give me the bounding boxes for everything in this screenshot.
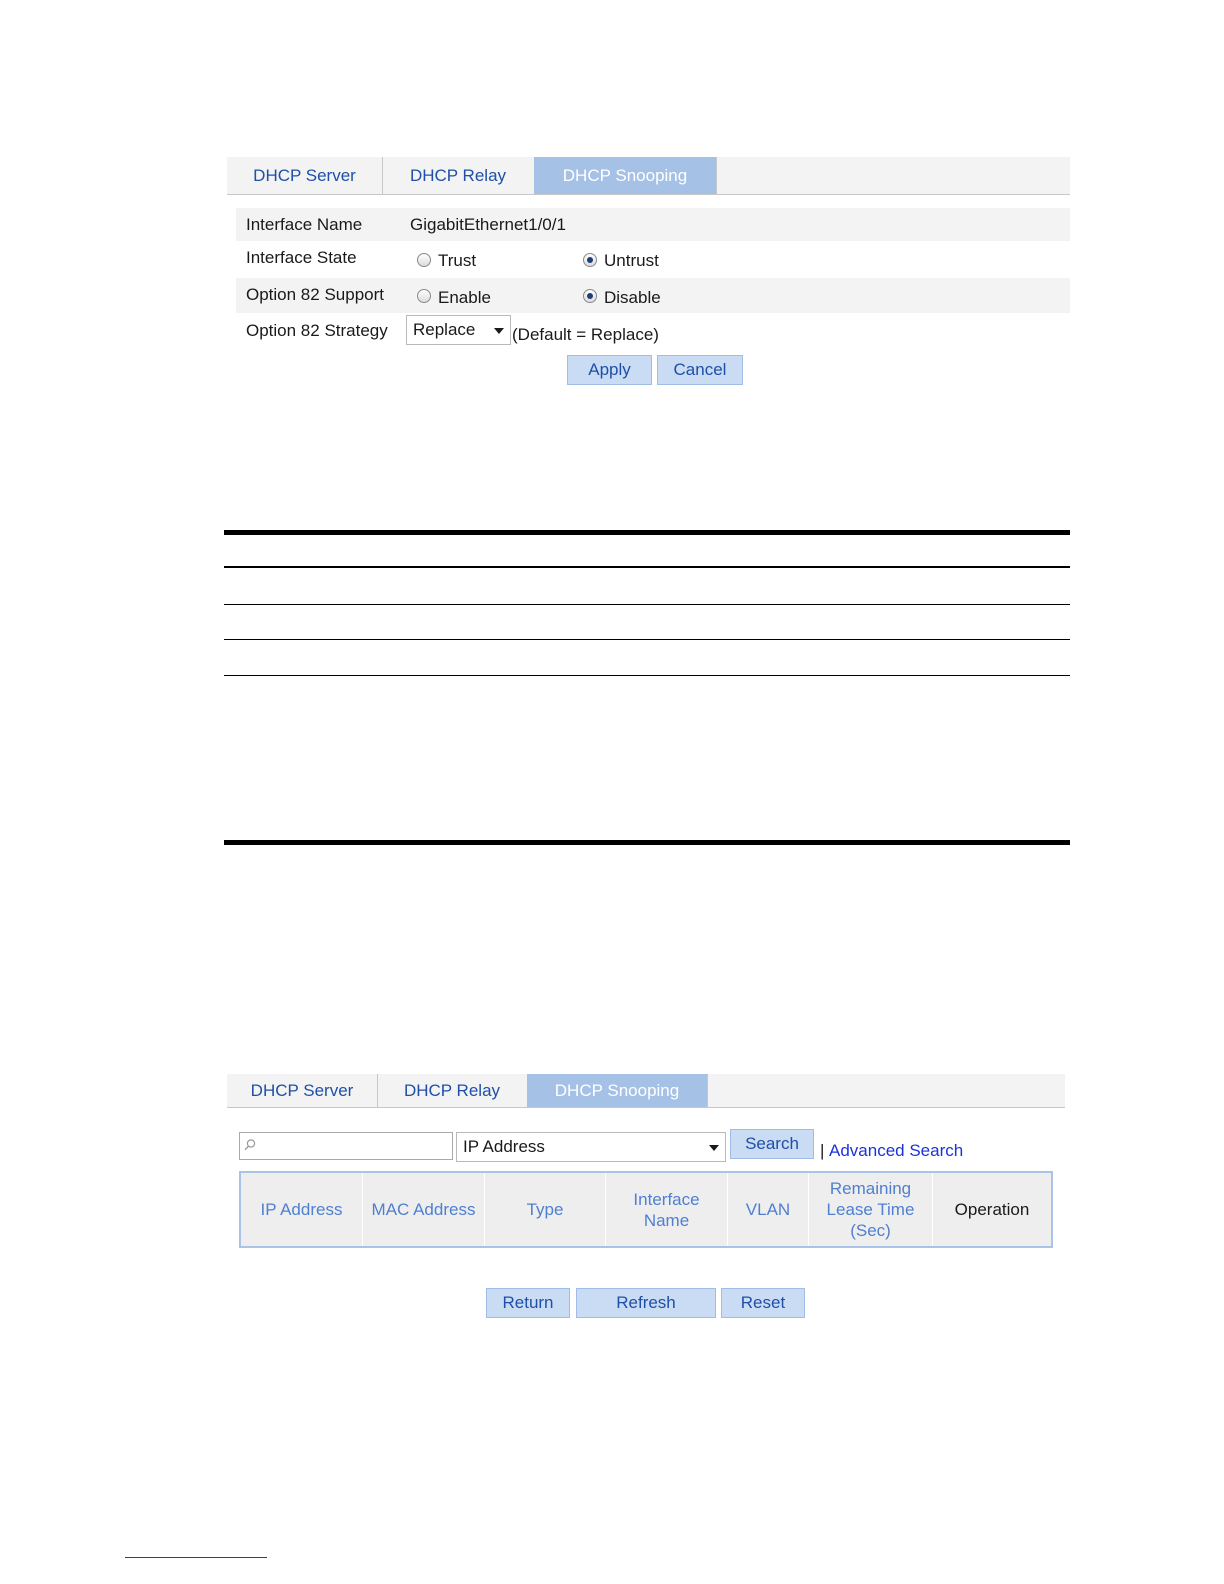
trust-radio[interactable]	[417, 253, 431, 267]
return-button[interactable]: Return	[486, 1288, 570, 1318]
option82-strategy-select[interactable]	[406, 315, 511, 345]
footnote-separator	[125, 1557, 267, 1558]
option82-strategy-label: Option 82 Strategy	[246, 321, 388, 340]
chevron-down-icon	[494, 328, 504, 334]
search-input[interactable]	[239, 1132, 453, 1160]
tab-dhcp-relay[interactable]: DHCP Relay	[377, 1074, 528, 1107]
advanced-search-link[interactable]: Advanced Search	[829, 1141, 964, 1160]
column-remaining-lease-time[interactable]: Remaining Lease Time (Sec)	[809, 1173, 933, 1246]
disable-radio[interactable]	[583, 289, 597, 303]
trust-label: Trust	[438, 251, 477, 270]
doc-table-row-rule	[224, 639, 1070, 640]
enable-label: Enable	[438, 288, 491, 307]
interface-state-row	[236, 242, 1070, 275]
doc-table-bottom-rule	[224, 840, 1070, 845]
search-separator: |	[820, 1141, 825, 1160]
option82-support-row	[236, 278, 1070, 313]
untrust-radio[interactable]	[583, 253, 597, 267]
option82-strategy-default: (Default = Replace)	[512, 325, 659, 344]
disable-label: Disable	[604, 288, 661, 307]
tab-dhcp-snooping[interactable]: DHCP Snooping	[527, 1074, 708, 1107]
chevron-down-icon	[709, 1145, 719, 1151]
cancel-button[interactable]: Cancel	[657, 355, 743, 385]
interface-name-row	[236, 208, 1070, 241]
doc-table-header-rule	[224, 566, 1070, 568]
search-icon	[243, 1138, 257, 1152]
doc-table-row-rule	[224, 604, 1070, 605]
snooping-table	[239, 1171, 1053, 1248]
refresh-button[interactable]: Refresh	[576, 1288, 716, 1318]
reset-button[interactable]: Reset	[721, 1288, 805, 1318]
column-mac-address[interactable]: MAC Address	[363, 1173, 485, 1246]
tab-dhcp-server[interactable]: DHCP Server	[227, 157, 383, 194]
search-field-select[interactable]	[456, 1132, 726, 1162]
bottom-tab-bar	[227, 1074, 1065, 1108]
interface-name-value: GigabitEthernet1/0/1	[410, 215, 566, 234]
column-ip-address[interactable]: IP Address	[241, 1173, 363, 1246]
tab-dhcp-relay[interactable]: DHCP Relay	[382, 157, 535, 194]
doc-table-row-rule	[224, 675, 1070, 676]
doc-table-top-rule	[224, 530, 1070, 535]
column-interface-name[interactable]: Interface Name	[606, 1173, 728, 1246]
tab-dhcp-server[interactable]: DHCP Server	[227, 1074, 378, 1107]
enable-radio[interactable]	[417, 289, 431, 303]
apply-button[interactable]: Apply	[567, 355, 652, 385]
column-type[interactable]: Type	[485, 1173, 606, 1246]
tab-dhcp-snooping[interactable]: DHCP Snooping	[534, 157, 717, 194]
interface-state-label: Interface State	[246, 248, 357, 267]
column-vlan[interactable]: VLAN	[728, 1173, 809, 1246]
untrust-label: Untrust	[604, 251, 659, 270]
interface-name-label: Interface Name	[246, 215, 363, 234]
option82-strategy-value: Replace	[413, 320, 476, 339]
search-button[interactable]: Search	[730, 1129, 814, 1159]
search-field-value: IP Address	[463, 1137, 545, 1156]
column-operation: Operation	[954, 1200, 1030, 1219]
top-tab-bar	[227, 157, 1070, 195]
option82-support-label: Option 82 Support	[246, 285, 384, 304]
